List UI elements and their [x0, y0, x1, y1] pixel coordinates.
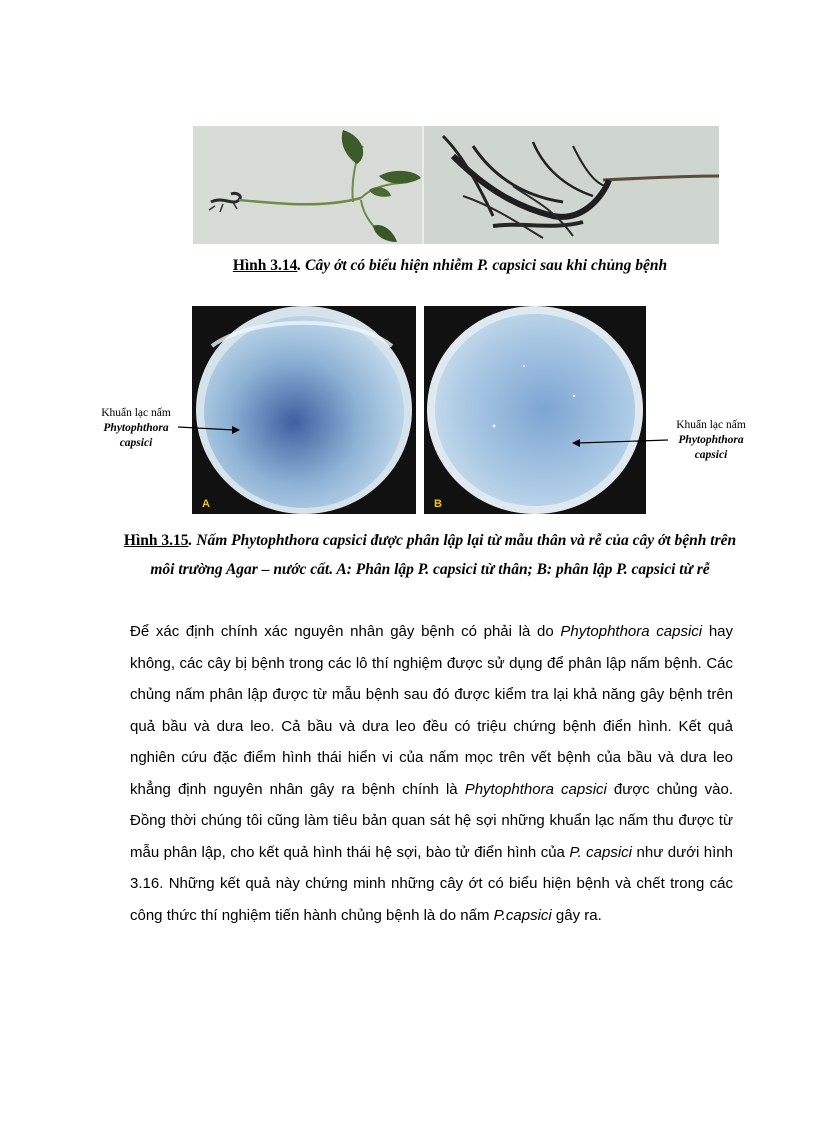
paragraph-s2: hay không, các cây bị bệnh trong các lô thí nghiệm được sử dụng để phân lập nấm bệnh. Các chủng nấm phân lập được từ mẫu bệnh sau đó được kiểm tra lại khả năng gây bệnh trên quả bầu và dưa leo. Cả bầu và dưa leo đều có triệu chứng bệnh điển hình. Kết quả nghiên cứu đặc điểm hình thái hiển vi của nấm mọc trên vết bệnh của bầu và dưa leo khẳng định nguyên nhân gây ra bệnh chính là: [130, 623, 733, 798]
paragraph-s4-italic: P.capsici: [493, 906, 552, 924]
paragraph-s2-italic: Phytophthora capsici: [464, 780, 607, 798]
paragraph-s4: như dưới hình 3.16. Những kết quả này chứng minh những cây ớt có biểu hiện bệnh và chết trong các công thức thí nghiệm tiến hành chủng bệnh là do nấm: [130, 843, 733, 924]
body-paragraph: [130, 616, 733, 931]
figure-3-15-caption: [120, 526, 740, 584]
figure-number: Hình 3.15: [123, 532, 189, 549]
figure-number: Hình 3.14: [232, 257, 298, 274]
paragraph-s1-italic: Phytophthora capsici: [560, 623, 703, 640]
colony-label-b: [670, 418, 752, 463]
label-b-line3: capsici: [694, 449, 728, 461]
caption-text: . Cây ớt có biểu hiện nhiễm P. capsici sau khi chủng bệnh: [297, 257, 668, 274]
paragraph-s1: Để xác định chính xác nguyên nhân gây bệnh có phải là do: [130, 623, 561, 640]
petri-dish-a-photo: [192, 306, 416, 514]
arrow-a-icon: [178, 420, 242, 434]
dish-a-tag: A: [202, 498, 210, 510]
label-a-line1: Khuẩn lạc nấm: [101, 407, 171, 419]
dish-b-tag: B: [434, 498, 442, 510]
petri-dish-b-image: [424, 306, 646, 514]
colony-label-a: [94, 406, 178, 451]
petri-dish-a-image: [192, 306, 416, 514]
petri-dish-b-photo: [424, 306, 646, 514]
label-a-line2: Phytophthora: [103, 422, 169, 434]
figure-3-14-caption: [150, 252, 750, 280]
paragraph-s3: được chủng vào. Đồng thời chúng tôi cũng làm tiêu bản quan sát hệ sợi những khuẩn lạc nấm thu được từ mẫu phân lập, cho kết quả hình thái hệ sợi, bào tử điển hình của: [130, 780, 734, 861]
label-b-line2: Phytophthora: [678, 434, 744, 446]
photo-divider: [422, 126, 424, 244]
paragraph-s5: gây ra.: [551, 906, 602, 924]
paragraph-s3-italic: P. capsici: [569, 843, 632, 861]
label-a-line3: capsici: [119, 437, 153, 449]
arrow-b-icon: [570, 432, 668, 448]
caption-text: . Nấm Phytophthora capsici được phân lập lại từ mẫu thân và rễ của cây ớt bệnh trên môi trường Agar – nước cất. A: Phân lập P. capsici từ thân; B: phân lập P. capsici từ rễ: [150, 532, 737, 578]
label-b-line1: Khuẩn lạc nấm: [676, 419, 746, 431]
figure-3-14-photo: [193, 126, 719, 244]
diseased-pepper-plants-image: [193, 126, 719, 244]
